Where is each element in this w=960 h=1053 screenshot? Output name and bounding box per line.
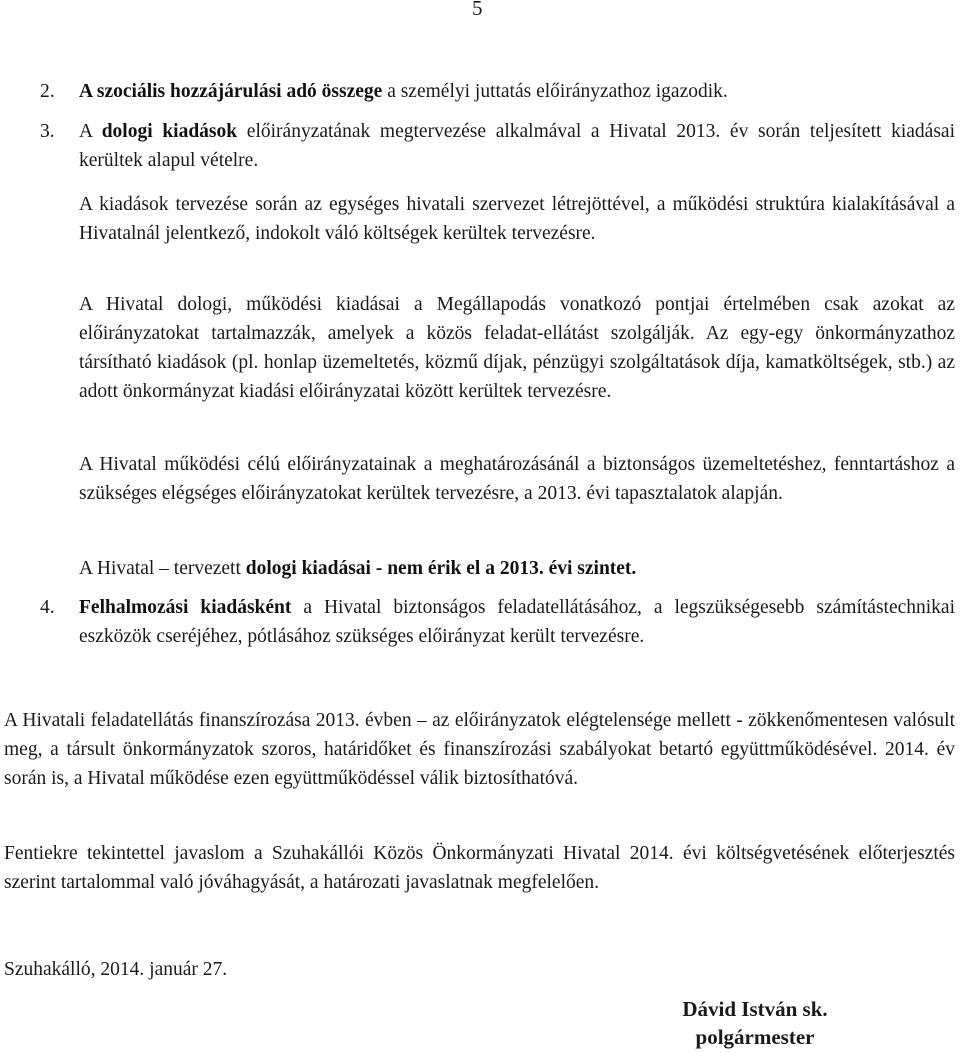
list-number-3: 3. <box>40 121 55 142</box>
paragraph-proposal: Fentiekre tekintettel javaslom a Szuhakállói Közös Önkormányzati Hivatal 2014. évi költségvetésének előterjesztés szerint tartalommal való jóváhagyását, a határozati javaslatnak megfelelően. <box>4 843 955 893</box>
list-item-4 <box>79 593 955 651</box>
paragraph-operating-costs: A Hivatal dologi, működési kiadásai a Megállapodás vonatkozó pontjai értelmében csak azokat az előirányzatokat tartalmazzák, amelyek a közös feladat-ellátást szolgálják. Az egy-egy önkormányzathoz társítható kiadások (pl. honlap üzemeltetés, közmű díjak, pénzügyi szolgáltatások díja, kamatköltségek, stb.) az adott önkormányzat kiadási előirányzatai között kerültek tervezésre. <box>79 294 955 402</box>
list-item-3-bold: dologi kiadások <box>101 121 238 142</box>
list-item-2-bold: A szociális hozzájárulási adó összege <box>79 81 383 102</box>
list-item-2 <box>79 77 925 106</box>
page-number: 5 <box>472 0 483 20</box>
list-item-3-pre: A <box>79 121 102 142</box>
signature-title: polgármester <box>695 1025 815 1049</box>
signature-name: Dávid István sk. <box>682 997 828 1021</box>
paragraph-material-costs <box>79 554 955 583</box>
list-item-3 <box>79 117 955 175</box>
paragraph-operating-appropriations: A Hivatal működési célú előirányzatainak a meghatározásánál a biztonságos üzemeltetéshez, fenntartáshoz a szükséges elégséges előirányzatokat kerültek tervezésre, a 2013. évi tapasztalatok alapján. <box>79 454 955 504</box>
list-item-2-text: a személyi juttatás előirányzathoz igazodik. <box>382 81 728 102</box>
list-number-4: 4. <box>40 597 55 618</box>
list-item-4-text: a Hivatal biztonságos feladatellátásához, a legszükségesebb számítástechnikai eszközök cseréjéhez, pótlásához szükséges előirányzat került tervezésre. <box>79 597 956 647</box>
list-number-2: 2. <box>40 81 55 102</box>
list-item-3-text: előirányzatának megtervezése alkalmával a Hivatal 2013. év során teljesített kiadásai kerültek alapul vételre. <box>79 121 955 171</box>
paragraph-material-costs-pre: A Hivatal – tervezett <box>79 558 246 579</box>
place-date: Szuhakálló, 2014. január 27. <box>4 959 228 980</box>
paragraph-planning: A kiadások tervezése során az egységes hivatali szervezet létrejöttével, a működési struktúra kialakításával a Hivatalnál jelentkező, indokolt váló költségek kerültek tervezésre. <box>79 194 955 244</box>
list-item-4-bold: Felhalmozási kiadásként <box>79 597 292 618</box>
paragraph-material-costs-bold: dologi kiadásai - nem érik el a 2013. évi szintet. <box>245 558 637 579</box>
paragraph-financing: A Hivatali feladatellátás finanszírozása 2013. évben – az előirányzatok elégtelensége mellett - zökkenőmentesen valósult meg, a társult önkormányzatok szoros, határidőket és finanszírozási szabályokat betartó együttműködésével. 2014. év során is, a Hivatal működése ezen együttműködéssel válik biztosíthatóvá. <box>4 710 955 789</box>
